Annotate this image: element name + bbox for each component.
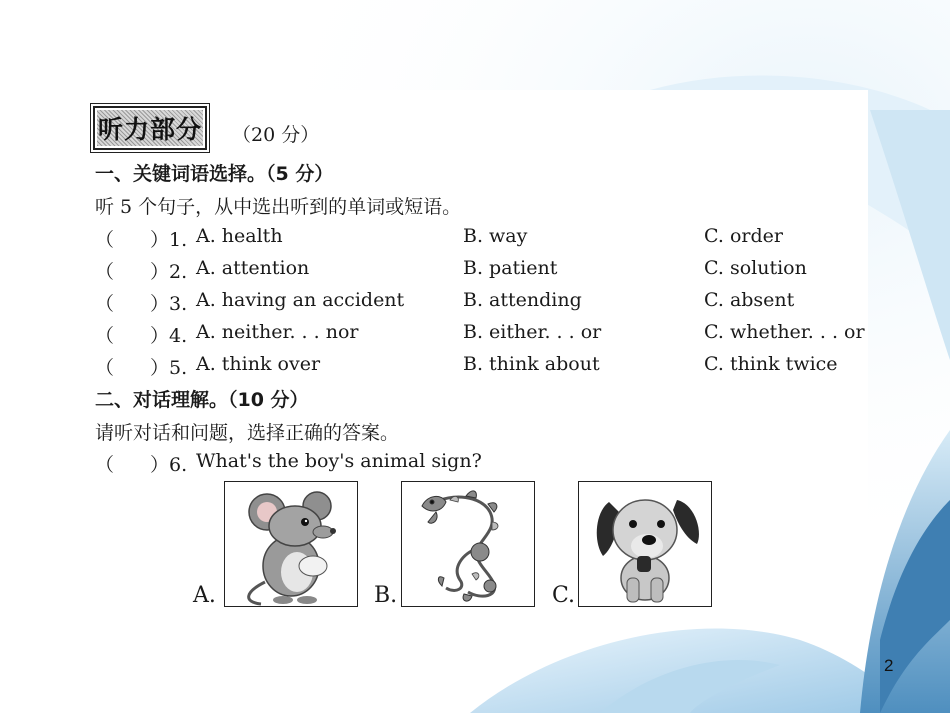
option-b-label: B. bbox=[374, 583, 398, 608]
part1-heading: 一、关键词语选择。（5 分） bbox=[95, 163, 334, 185]
option-c-label: C. bbox=[552, 583, 576, 608]
q2-number: ）2. bbox=[150, 261, 188, 283]
q3-paren: （ bbox=[95, 293, 115, 315]
page-number: 2 bbox=[884, 656, 894, 675]
q1-option-a: A. health bbox=[196, 225, 283, 247]
q4-option-a: A. neither. . . nor bbox=[196, 321, 359, 343]
section-title-box bbox=[93, 106, 207, 150]
q1-paren: （ bbox=[95, 229, 115, 251]
q2-paren: （ bbox=[95, 261, 115, 283]
q5-paren: （ bbox=[95, 357, 115, 379]
part1-instruction: 听 5 个句子，从中选出听到的单词或短语。 bbox=[95, 196, 462, 218]
q3-option-c: C. absent bbox=[704, 289, 795, 311]
q6-paren: （ bbox=[95, 454, 115, 476]
q4-option-c: C. whether. . . or bbox=[704, 321, 865, 343]
q3-option-b: B. attending bbox=[463, 289, 582, 311]
q3-number: ）3. bbox=[150, 293, 188, 315]
q2-option-b: B. patient bbox=[463, 257, 558, 279]
part2-heading: 二、对话理解。（10 分） bbox=[95, 389, 309, 411]
q4-paren: （ bbox=[95, 325, 115, 347]
q5-option-a: A. think over bbox=[196, 353, 321, 375]
q3-option-a: A. having an accident bbox=[196, 289, 405, 311]
q6-number: ）6. bbox=[150, 454, 188, 476]
dog-icon bbox=[579, 482, 711, 606]
section-title: 听力部分 bbox=[98, 115, 203, 144]
q2-option-c: C. solution bbox=[704, 257, 807, 279]
option-b-picture bbox=[401, 481, 535, 607]
section-score: （20 分） bbox=[232, 124, 320, 146]
q4-number: ）4. bbox=[150, 325, 188, 347]
q4-option-b: B. either. . . or bbox=[463, 321, 602, 343]
dragon-icon bbox=[402, 482, 534, 606]
option-a-picture bbox=[224, 481, 358, 607]
q2-option-a: A. attention bbox=[196, 257, 310, 279]
part2-instruction: 请听对话和问题，选择正确的答案。 bbox=[95, 422, 400, 444]
q5-option-c: C. think twice bbox=[704, 353, 838, 375]
option-c-picture bbox=[578, 481, 712, 607]
option-a-label: A. bbox=[193, 583, 216, 608]
q5-option-b: B. think about bbox=[463, 353, 600, 375]
q1-option-c: C. order bbox=[704, 225, 783, 247]
q5-number: ）5. bbox=[150, 357, 188, 379]
q6-question: What's the boy's animal sign? bbox=[196, 450, 482, 472]
mouse-icon bbox=[225, 482, 357, 606]
q1-number: ）1. bbox=[150, 229, 188, 251]
q1-option-b: B. way bbox=[463, 225, 528, 247]
